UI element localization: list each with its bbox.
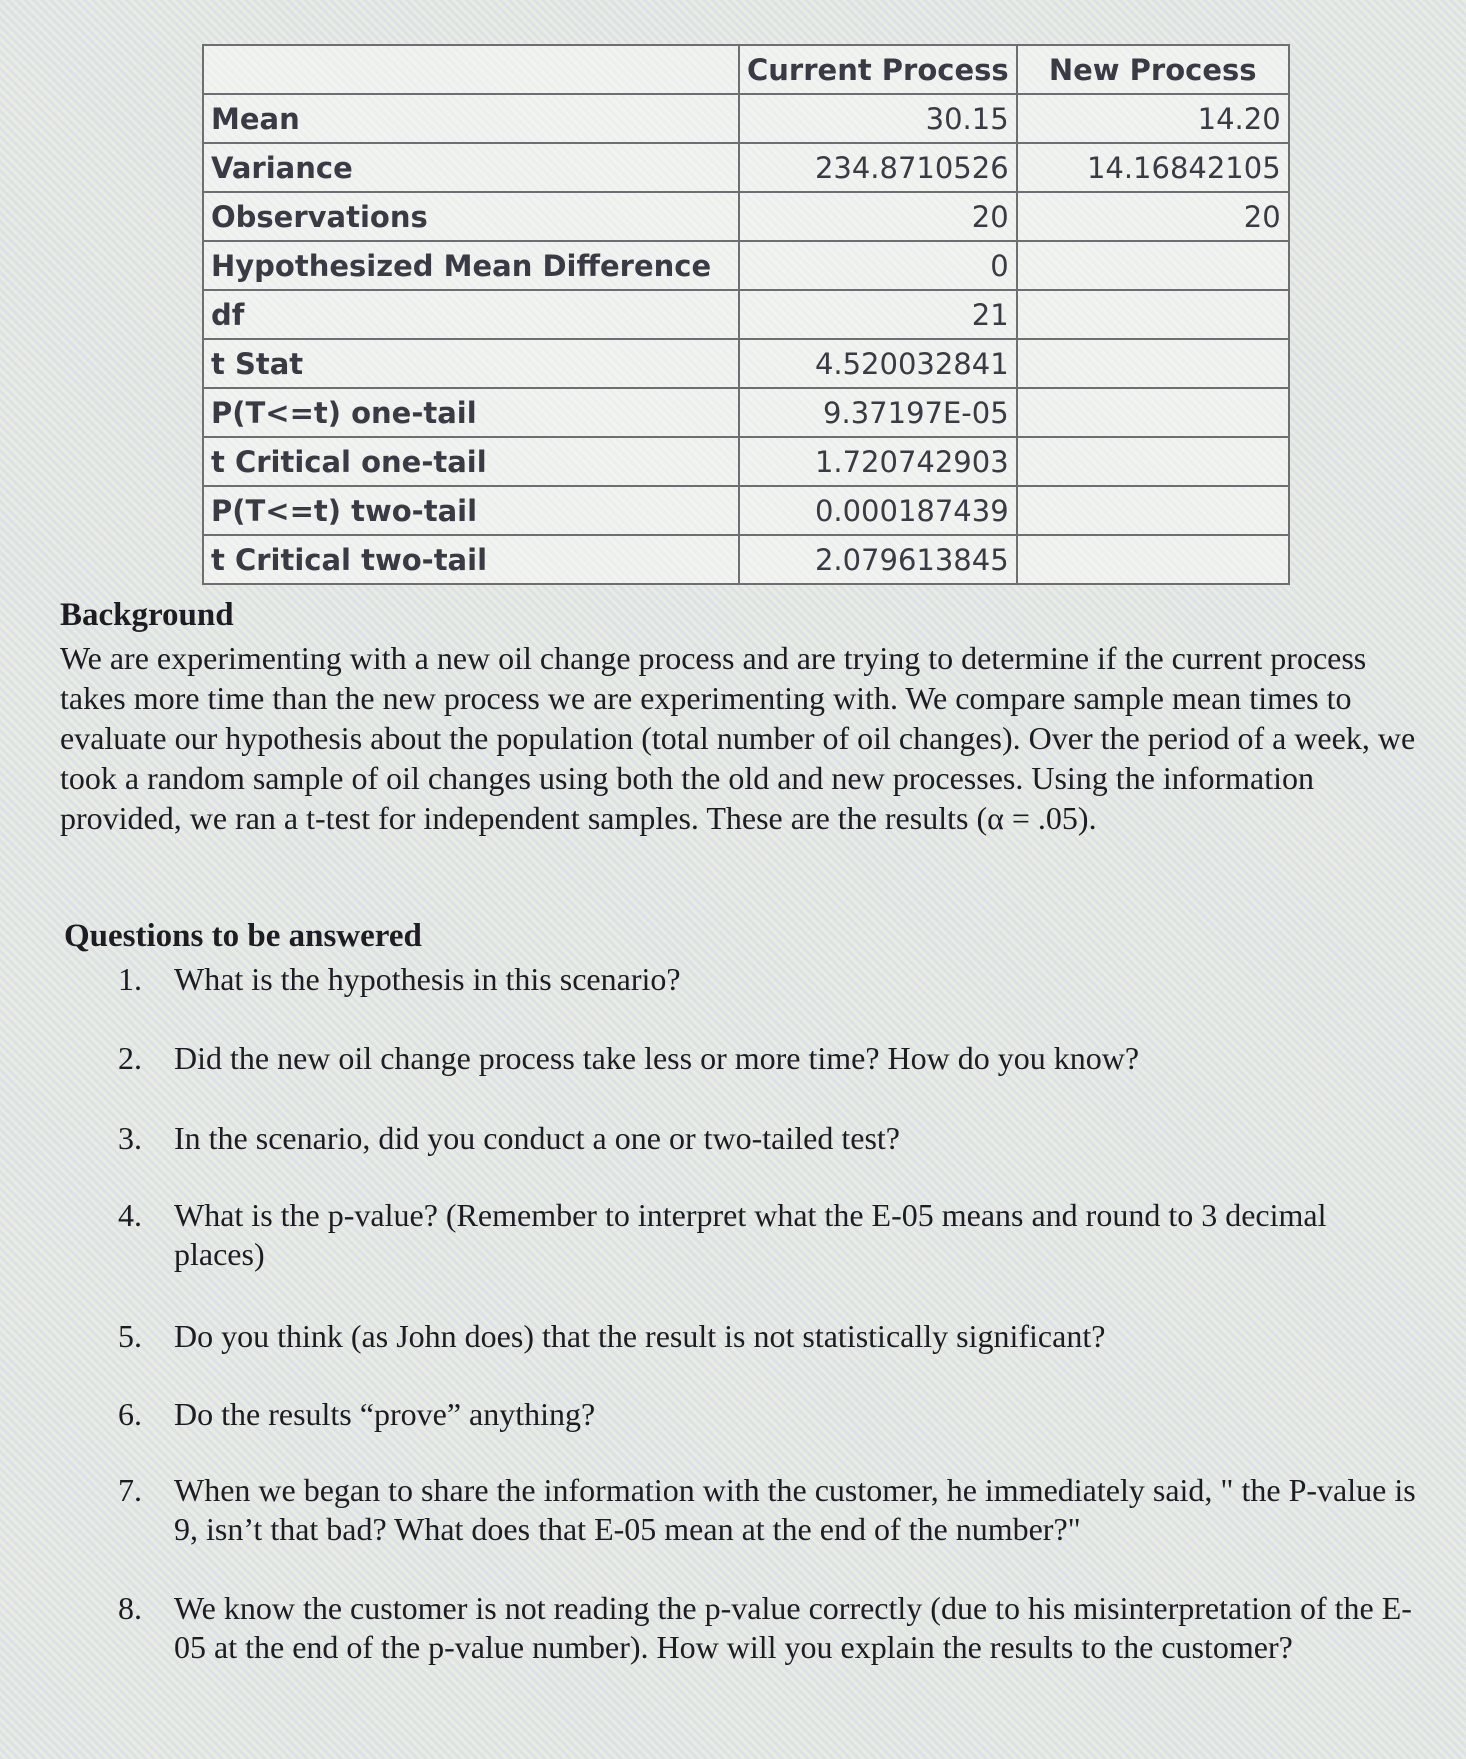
current-process-value: 234.8710526 — [739, 143, 1017, 192]
current-process-value: 9.37197E-05 — [739, 388, 1017, 437]
question-number: 6. — [118, 1396, 142, 1432]
table-header-current-process: Current Process — [739, 45, 1017, 94]
row-label: df — [203, 290, 739, 339]
question-item-4 — [118, 1196, 1418, 1274]
new-process-value — [1017, 535, 1289, 584]
table-row — [203, 535, 1289, 584]
background-paragraph: We are experimenting with a new oil change process and are trying to determine if the current process takes more time than the new process we are experimenting with. We compare sample mean times to evaluate our hypothesis about the population (total number of oil changes). Over the period of a week, we took a random sample of oil changes using both the old and new processes. Using the information provided, we ran a t-test for independent samples. These are the results (α = .05). — [60, 640, 1416, 836]
current-process-value: 4.520032841 — [739, 339, 1017, 388]
current-process-value: 20 — [739, 192, 1017, 241]
row-label: Variance — [203, 143, 739, 192]
question-text: We know the customer is not reading the p-value correctly (due to his misinterpretation of the E-05 at the end of the p-value number). How will you explain the results to the customer? — [174, 1590, 1412, 1665]
table-header-new-process: New Process — [1017, 45, 1289, 94]
new-process-value: 14.16842105 — [1017, 143, 1289, 192]
question-number: 3. — [118, 1120, 142, 1156]
current-process-value: 0 — [739, 241, 1017, 290]
table-row — [203, 339, 1289, 388]
row-label: Observations — [203, 192, 739, 241]
table-header-row — [203, 45, 1289, 94]
current-process-value: 2.079613845 — [739, 535, 1017, 584]
question-number: 7. — [118, 1472, 142, 1508]
row-label: t Stat — [203, 339, 739, 388]
question-text: When we began to share the information with the customer, he immediately said, " the P-value is 9, isn’t that bad? What does that E-05 mean at the end of the number?" — [174, 1472, 1416, 1547]
question-number: 1. — [118, 961, 142, 997]
question-item-8 — [118, 1589, 1418, 1667]
question-text: In the scenario, did you conduct a one or two-tailed test? — [174, 1120, 900, 1156]
new-process-value — [1017, 339, 1289, 388]
row-label: P(T<=t) two-tail — [203, 486, 739, 535]
question-text: What is the hypothesis in this scenario? — [174, 961, 681, 997]
question-text: Do you think (as John does) that the result is not statistically significant? — [174, 1318, 1106, 1354]
current-process-value: 1.720742903 — [739, 437, 1017, 486]
new-process-value — [1017, 241, 1289, 290]
row-label: t Critical one-tail — [203, 437, 739, 486]
new-process-value — [1017, 486, 1289, 535]
row-label: Hypothesized Mean Difference — [203, 241, 739, 290]
questions-heading: Questions to be answered — [64, 918, 422, 954]
background-heading: Background — [60, 597, 234, 633]
table-row — [203, 437, 1289, 486]
question-item-5 — [118, 1317, 1418, 1356]
question-item-2 — [118, 1039, 1418, 1078]
table-row — [203, 486, 1289, 535]
table-row — [203, 290, 1289, 339]
table-row — [203, 143, 1289, 192]
row-label: t Critical two-tail — [203, 535, 739, 584]
question-number: 5. — [118, 1318, 142, 1354]
current-process-value: 21 — [739, 290, 1017, 339]
table-row — [203, 192, 1289, 241]
question-number: 2. — [118, 1040, 142, 1076]
table-header-empty — [203, 45, 739, 94]
current-process-value: 0.000187439 — [739, 486, 1017, 535]
question-text: Did the new oil change process take less or more time? How do you know? — [174, 1040, 1140, 1076]
new-process-value: 14.20 — [1017, 94, 1289, 143]
new-process-value — [1017, 437, 1289, 486]
row-label: P(T<=t) one-tail — [203, 388, 739, 437]
table-row — [203, 94, 1289, 143]
table-row — [203, 241, 1289, 290]
current-process-value: 30.15 — [739, 94, 1017, 143]
question-item-3 — [118, 1119, 1418, 1158]
new-process-value: 20 — [1017, 192, 1289, 241]
question-number: 4. — [118, 1197, 142, 1233]
question-text: What is the p-value? (Remember to interpret what the E-05 means and round to 3 decimal places) — [174, 1197, 1327, 1272]
table-row — [203, 388, 1289, 437]
question-item-1 — [118, 960, 1418, 999]
t-test-results-table — [202, 44, 1290, 585]
question-item-6 — [118, 1395, 1418, 1434]
question-item-7 — [118, 1471, 1418, 1549]
new-process-value — [1017, 388, 1289, 437]
question-number: 8. — [118, 1590, 142, 1626]
new-process-value — [1017, 290, 1289, 339]
question-text: Do the results “prove” anything? — [174, 1396, 596, 1432]
row-label: Mean — [203, 94, 739, 143]
